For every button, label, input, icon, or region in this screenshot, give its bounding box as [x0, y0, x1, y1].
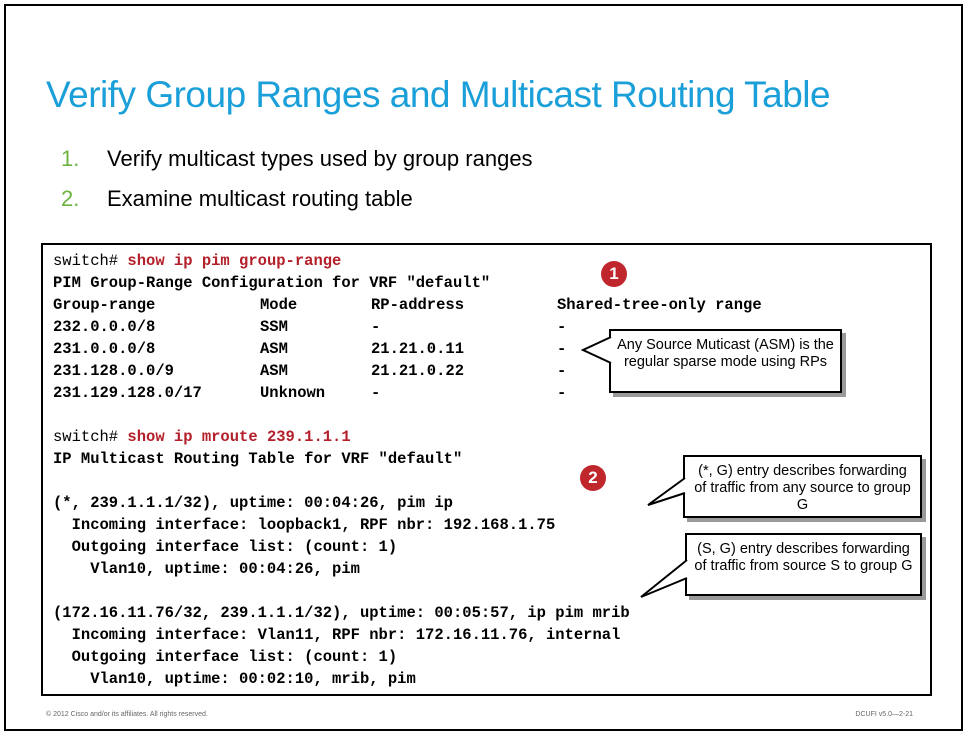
callout-asm: Any Source Muticast (ASM) is the regular sparse mode using RPs	[609, 329, 842, 393]
table-cell: 231.128.0.0/9	[53, 362, 174, 380]
table-cell: -	[557, 384, 567, 402]
mroute-entry-line: Vlan10, uptime: 00:04:26, pim	[53, 560, 360, 578]
column-header: Group-range	[53, 296, 156, 314]
table-cell: ASM	[260, 340, 288, 358]
column-header: Mode	[260, 296, 298, 314]
mroute-entry-line: Outgoing interface list: (count: 1)	[53, 648, 398, 666]
slide-title: Verify Group Ranges and Multicast Routing Table	[46, 74, 831, 115]
mroute-entry-line: (*, 239.1.1.1/32), uptime: 00:04:26, pim ip	[53, 494, 453, 512]
output-header: PIM Group-Range Configuration for VRF "default"	[53, 274, 491, 292]
cli-prompt: switch#	[53, 252, 128, 270]
output-header: IP Multicast Routing Table for VRF "default"	[53, 450, 463, 468]
table-cell: 231.129.128.0/17	[53, 384, 202, 402]
cli-command: show ip pim group-range	[127, 252, 342, 270]
bullet-item	[61, 146, 533, 172]
footer-course-code: DCUFI v5.0—2-21	[855, 711, 913, 718]
table-cell: -	[557, 318, 567, 336]
table-cell: -	[371, 318, 381, 336]
step-badge-1: 1	[601, 261, 627, 287]
mroute-entry-line: Vlan10, uptime: 00:02:10, mrib, pim	[53, 670, 416, 688]
table-cell: -	[557, 362, 567, 380]
mroute-entry-line: Incoming interface: loopback1, RPF nbr: 192.168.1.75	[53, 516, 556, 534]
table-cell: -	[557, 340, 567, 358]
table-cell: 231.0.0.0/8	[53, 340, 156, 358]
table-cell: ASM	[260, 362, 288, 380]
table-cell: Unknown	[260, 384, 326, 402]
bullet-text: Verify multicast types used by group ranges	[107, 146, 533, 171]
callout-star-g: (*, G) entry describes forwarding of traffic from any source to group G	[683, 455, 922, 518]
mroute-entry-line: Outgoing interface list: (count: 1)	[53, 538, 398, 556]
command-line-1	[53, 252, 341, 270]
bullet-number: 1.	[61, 146, 80, 171]
table-cell: SSM	[260, 318, 288, 336]
command-line-2	[53, 428, 351, 446]
cli-prompt: switch#	[53, 428, 128, 446]
table-cell: 21.21.0.22	[371, 362, 465, 380]
bullet-text: Examine multicast routing table	[107, 186, 413, 211]
mroute-entry-line: Incoming interface: Vlan11, RPF nbr: 172.16.11.76, internal	[53, 626, 621, 644]
bullet-number: 2.	[61, 186, 80, 211]
table-cell: 21.21.0.11	[371, 340, 465, 358]
cli-command: show ip mroute 239.1.1.1	[127, 428, 351, 446]
mroute-entry-line: (172.16.11.76/32, 239.1.1.1/32), uptime: 00:05:57, ip pim mrib	[53, 604, 630, 622]
bullet-item	[61, 186, 413, 212]
step-badge-2: 2	[580, 465, 606, 491]
column-header: RP-address	[371, 296, 465, 314]
column-header: Shared-tree-only range	[557, 296, 762, 314]
table-cell: 232.0.0.0/8	[53, 318, 156, 336]
footer-copyright: © 2012 Cisco and/or its affiliates. All rights reserved.	[46, 711, 208, 718]
table-cell: -	[371, 384, 381, 402]
callout-s-g: (S, G) entry describes forwarding of traffic from source S to group G	[685, 533, 922, 596]
